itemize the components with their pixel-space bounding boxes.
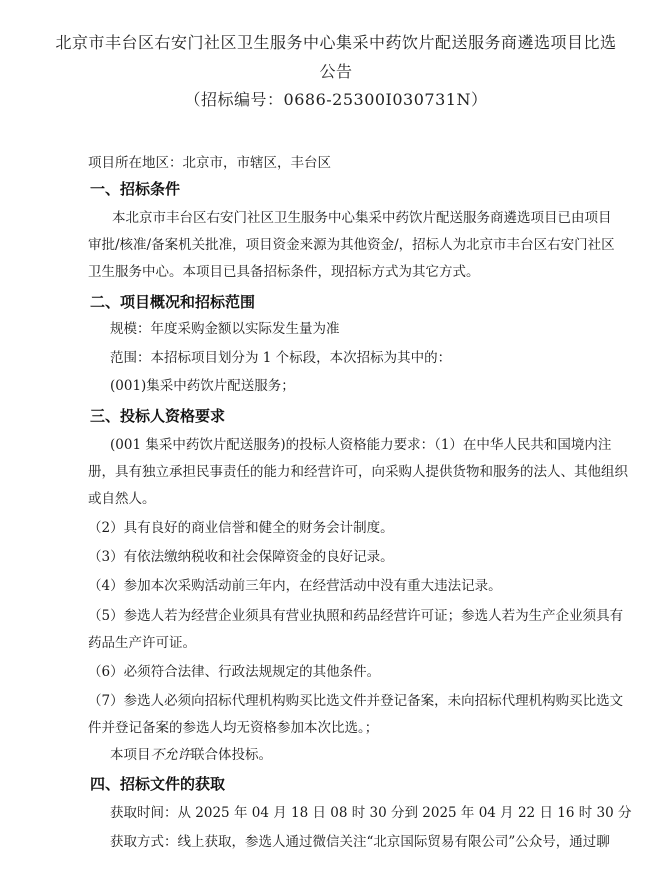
consortium-prefix: 本项目 — [110, 747, 151, 763]
section-heading-bidding-conditions: 一、招标条件 — [90, 180, 181, 198]
document-title-continued: 公告 — [319, 62, 353, 81]
qualification-item: （2）具有良好的商业信誉和健全的财务会计制度。 — [88, 520, 394, 536]
consortium-emphasis: 不允许 — [150, 747, 191, 763]
conditions-paragraph-line: 审批/核准/备案机关批准，项目资金来源为其他资金/，招标人为北京市丰台区右安门社区 — [88, 237, 615, 253]
qualification-intro-line: 或自然人。 — [88, 491, 156, 507]
qualification-item: （6）必须符合法律、行政法规规定的其他条件。 — [88, 664, 381, 680]
section-heading-project-overview: 二、项目概况和招标范围 — [90, 293, 256, 311]
qualification-intro-line: 册，具有独立承担民事责任的能力和经营许可，向采购人提供货物和服务的法人、其他组织 — [88, 464, 628, 480]
acquisition-method: 获取方式：线上获取，参选人通过微信关注“北京国际贸易有限公司”公众号，通过聊 — [110, 834, 610, 850]
project-lot: (001)集采中药饮片配送服务； — [110, 378, 295, 394]
qualification-intro-line: (001 集采中药饮片配送服务)的投标人资格能力要求：（1）在中华人民共和国境内注 — [110, 437, 612, 453]
project-region: 项目所在地区：北京市，市辖区，丰台区 — [88, 155, 331, 171]
consortium-suffix: 联合体投标。 — [191, 747, 272, 763]
qualification-item-continued: 药品生产许可证。 — [88, 635, 196, 651]
section-heading-document-acquisition: 四、招标文件的获取 — [90, 775, 226, 793]
project-scale: 规模：年度采购金额以实际发生量为准 — [110, 321, 340, 337]
document-title: 北京市丰台区右安门社区卫生服务中心集采中药饮片配送服务商遴选项目比选 — [55, 33, 617, 52]
project-scope: 范围：本招标项目划分为 1 个标段，本次招标为其中的： — [110, 350, 452, 366]
qualification-item: （3）有依法缴纳税收和社会保障资金的良好记录。 — [88, 549, 394, 565]
qualification-item: （4）参加本次采购活动前三年内，在经营活动中没有重大违法记录。 — [88, 578, 502, 594]
acquisition-time: 获取时间：从 2025 年 04 月 18 日 08 时 30 分到 2025 年 04 月 22 日 16 时 30 分 — [110, 805, 632, 821]
consortium-statement — [110, 742, 272, 769]
conditions-paragraph-line: 卫生服务中心。本项目已具备招标条件，现招标方式为其它方式。 — [88, 264, 480, 280]
qualification-item: （7）参选人必须向招标代理机构购买比选文件并登记备案，未向招标代理机构购买比选文 — [88, 693, 624, 709]
qualification-item: （5）参选人若为经营企业须具有营业执照和药品经营许可证；参选人若为生产企业须具有 — [88, 608, 624, 624]
section-heading-qualifications: 三、投标人资格要求 — [90, 407, 226, 425]
qualification-item-continued: 件并登记备案的参选人均无资格参加本次比选。； — [88, 720, 379, 736]
bid-number: （招标编号：0686-25300I030731N） — [184, 90, 488, 109]
conditions-paragraph-line: 本北京市丰台区右安门社区卫生服务中心集采中药饮片配送服务商遴选项目已由项目 — [112, 210, 612, 226]
